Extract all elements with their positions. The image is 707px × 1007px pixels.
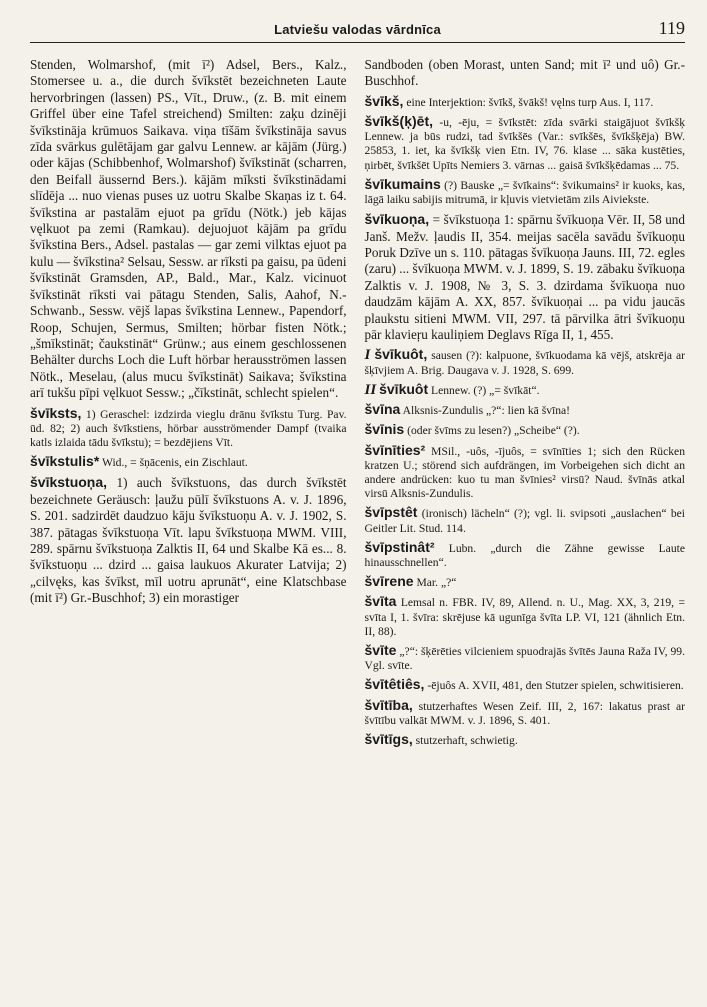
dictionary-entry: [365, 677, 685, 693]
entry-headword: švīkstulis*: [30, 453, 100, 470]
dictionary-entry: [365, 698, 685, 728]
page-title: Latviešu valodas vārdnīca: [274, 22, 441, 37]
entry-definition: (ironisch) lächeln“ (?); vgl. li. svipsoti „auslachen“ bei Geitler Lit. Stud. 114.: [364, 507, 685, 535]
entry-definition: Lemsal n. FBR. IV, 89, Allend. n. U., Mag. XX, 3, 219, = svīta I, 1. švīra: skrējuse kā ugunīga švīta LP. VI, 121 (ähnlich Etn. II, 88).: [364, 596, 685, 638]
entry-headword: švīkumains: [364, 175, 441, 192]
entry-definition: Alksnis-Zundulis „?“: lien kā švīna!: [402, 404, 571, 418]
entry-headword: švītība,: [364, 696, 413, 713]
dictionary-entry: [365, 505, 685, 535]
entry-definition: sausen (?): kalpuone, švīkuodama kā vējš, atskrēja ar šķīvjiem A. Brig. Daugava v. J. 1928, S. 699.: [364, 349, 685, 377]
columns: [30, 57, 685, 752]
page-number: 119: [658, 18, 685, 38]
entry-definition: stutzerhaft, schwietig.: [415, 733, 518, 747]
dictionary-entry: [365, 94, 685, 110]
entry-headword: švīrene: [364, 573, 414, 590]
right-column: [365, 57, 685, 752]
entry-definition: MSil., -uôs, -ījuôs, = svīnīties 1; sich den Rücken kratzen U.; störend sich aufdrängen, im Vorbeigehen sich dicht an andere andrücken: kuo tu man švīnies² virsū? Naud. švīnās atkal virsū Alksnis-Zundulis.: [364, 444, 685, 501]
entry-definition: (?) Bauske „= švīkains“: švikumains² ir kuoks, kas, lāgā laiku sabijis mitrumā, ir kļuvis vietvietām zils Aiviekste.: [364, 178, 685, 207]
entry-definition: Lennew. (?) „= švīkāt“.: [431, 383, 540, 397]
entry-definition: 1) Geraschel: izdzirda vieglu drānu švīkstu Turg. Pav. ūd. 82; 2) auch švīkstiens, hörbar ausströmender Dampf (tvaika katls izlaida tādu švīkstu); = bezdējiens Vīt.: [30, 407, 347, 449]
entry-headword: švīksts,: [30, 404, 82, 421]
dictionary-entry: [365, 594, 685, 639]
dictionary-entry: [365, 443, 685, 502]
dictionary-entry: [365, 347, 685, 377]
dictionary-entry: [365, 211, 685, 343]
entry-definition: stutzerhaftes Wesen Zeif. III, 2, 167: lakatus prast ar švītību valkāt MWM. v. J. 1896, S. 401.: [364, 699, 685, 727]
entry-definition: (oder švīms zu lesen?) „Scheibe“ (?).: [407, 424, 580, 438]
entry-headword: švītīgs,: [364, 730, 413, 747]
entry-headword: švīta: [364, 593, 397, 610]
entry-headword: švīpstêt: [364, 504, 418, 521]
entry-headword: švīkstuoņa,: [30, 474, 108, 491]
entry-headword: švīnis: [364, 421, 405, 438]
dictionary-entry: [365, 402, 685, 418]
entry-headword: švīte: [364, 641, 397, 658]
entry-headword: švīkuoņa,: [364, 211, 430, 228]
dictionary-entry: [365, 732, 685, 748]
dictionary-entry: [365, 540, 685, 570]
entry-definition: Mar. „?“: [416, 576, 457, 590]
entry-headword: švīna: [364, 401, 401, 418]
dictionary-entry: [365, 114, 685, 173]
dictionary-entry: [365, 177, 685, 207]
entry-headword: švīkš,: [364, 92, 404, 109]
homonym-number: II: [364, 381, 377, 398]
entry-headword: švīkš(ķ)ēt,: [364, 113, 433, 130]
homonym-number: I: [364, 347, 371, 364]
running-head: [30, 18, 685, 43]
entry-headword: švītêtiês,: [364, 676, 425, 693]
entry-headword: švīkuôt: [379, 380, 429, 397]
entry-definition: Stenden, Wolmarshof, (mit ī²) Adsel, Bers., Kalz., Stomersee u. a., die durch švīkstēt bezeichneten Laute hervorbringen (lassen) PS., Vīt., Druw., (z. B. mit einem Griffel über eine Tafel streichend) Smilten: zaķu dzinēji švīkstināja krūmuos Saikava. viņa tīšām švīkstināja savus zīda svārkus gulētājam gar galvu Lennew. ar kājām (Jürg.) oder kājas (Schibbenhof, Wolmarshof) švīkstināt (scharren, den Beifall äussernd Bers.). kājām mīksti švīkstinādami slīdēja ... nuo vienas puses uz uotru Skalbe Skaņas iz t. 64. švīkstina ar pastalām ejuot pa grīdu (Nötk.) jeb kājas vęlkuot pa zemi (Ramkau). dejuojuot kājām pa grīdu švīkstina Bers., Adsel. pastalas — gar zemi vilktas ejuot pa kulu — švīkstina² Selsau, Sessw. ar rīksti pa gaisu, pa ūdeni švīkstināt Gramsden, AP., Bald., Mar., Kalz. vicinuot švīkstināt rīksti vai pātagu Stenden, Salis, Aahof, N.-Schwanb., Sessw. vējš lapas švīkstina Lennew., Papendorf, Roop, Schujen, Sermus, Smilten; hörbar fisten Nötk.; „šmīkstināt; čaukstināt“ Grünw.; aus einem geschlossenen Behälter durchs Loch die Luft hörbar herausströmen lassen Nötk., Meselau, (alus mucu švīkstināt) Saikava; švīkstina arī tukšu pīpi vęlkuot Sessw.; „čīkstināt, schlecht spielen“.: [30, 57, 347, 401]
dictionary-entry: [30, 454, 347, 470]
dictionary-entry: [30, 406, 347, 451]
entry-definition: 1) auch švīkstuons, das durch švīkstēt bezeichnete Geräusch: ļaužu pūlī švīkstuons A. v. J. 1896, S. 201. sadzirdēt daudzuo kāju švīkstuoņu A. v. J. 1902, S. 387. pātagas švīkstuoņa Vīt. lapu švīkstuoņa MWM. VIII, 289. spārnu švīkstuoņa Zalktis II, 64 und Skalbe Kā es... 8. švīkstuoņu ... dzird ... gaisa laukuos Akurater Latvija; 2) „cilvęks, kas švīkst, mīl uotru aprunāt“, eine Klatschbase (mit ī²) Gr.-Buschhof; 3) ein morastiger: [30, 475, 347, 606]
dictionary-entry: [30, 474, 347, 606]
dictionary-entry: [365, 643, 685, 673]
dictionary-entry: [365, 574, 685, 590]
dictionary-entry: [365, 57, 685, 90]
dictionary-entry: [365, 382, 685, 398]
entry-definition: Lubn. „durch die Zähne gewisse Laute hinausschnellen“.: [364, 541, 685, 569]
entry-definition: -u, -ēju, = švīkstēt: zīda svārki staigājuot švīkšķ Lennew. ja būs rudzi, tad švīkšēs (Var.: svīkšēs, švīkšķēja) BW. 25853, 1. iet, ka švīkšķ vien Etn. IV, 76. klase ... sāka kustēties, ņirbēt, švīkšēt Upīts Nemiers 3. vārnas ... gaisā švīkšķēdamas ... 75.: [364, 116, 685, 172]
entry-definition: = švīkstuoņa 1: spārnu švīkuoņa Vēr. II, 58 und Janš. Mežv. ļaudis II, 354. meijas sacēla savādu švīkuoņu Poruk Dzīve un s. 110. pātagas švīkuoņa Jauns. III, 72. egles (zaru) ... švīkuoņa MWM. v. J. 1899, S. 19. zābaku švīkuoņa Zalktis v. J. 1908, № 3, S. 3. dzirdama švīkuoņa nuo daudzām kājām A. XX, 857. švīkuoņai ... pa vidu jaucās plaukstu sitieni MWM. VII, 297. tā pārvilka ātri švīkuoņu pār klavieŗu kauliņiem Deglavs Rīga II, 1, 455.: [364, 212, 685, 343]
entry-headword: švīkuôt,: [374, 346, 428, 363]
dictionary-entry: [30, 57, 347, 402]
entry-definition: „?“: šķērēties vilcieniem spuodrajās švītēs Jauna Raža IV, 99. Vgl. svīte.: [364, 644, 685, 673]
dictionary-entry: [365, 422, 685, 438]
left-column: [30, 57, 347, 752]
entry-headword: švīpstinât²: [364, 538, 435, 555]
entry-definition: Sandboden (oben Morast, unten Sand; mit ī² und uô) Gr.-Buschhof.: [364, 57, 685, 89]
entry-definition: Wid., = šņācenis, ein Zischlaut.: [101, 456, 248, 470]
entry-headword: švīnīties²: [364, 441, 426, 458]
entry-definition: -ējuôs A. XVII, 481, den Stutzer spielen, schwitisieren.: [427, 679, 684, 693]
entry-definition: eine Interjektion: švīkš, švākš! vęlns turp Aus. I, 117.: [406, 95, 654, 109]
